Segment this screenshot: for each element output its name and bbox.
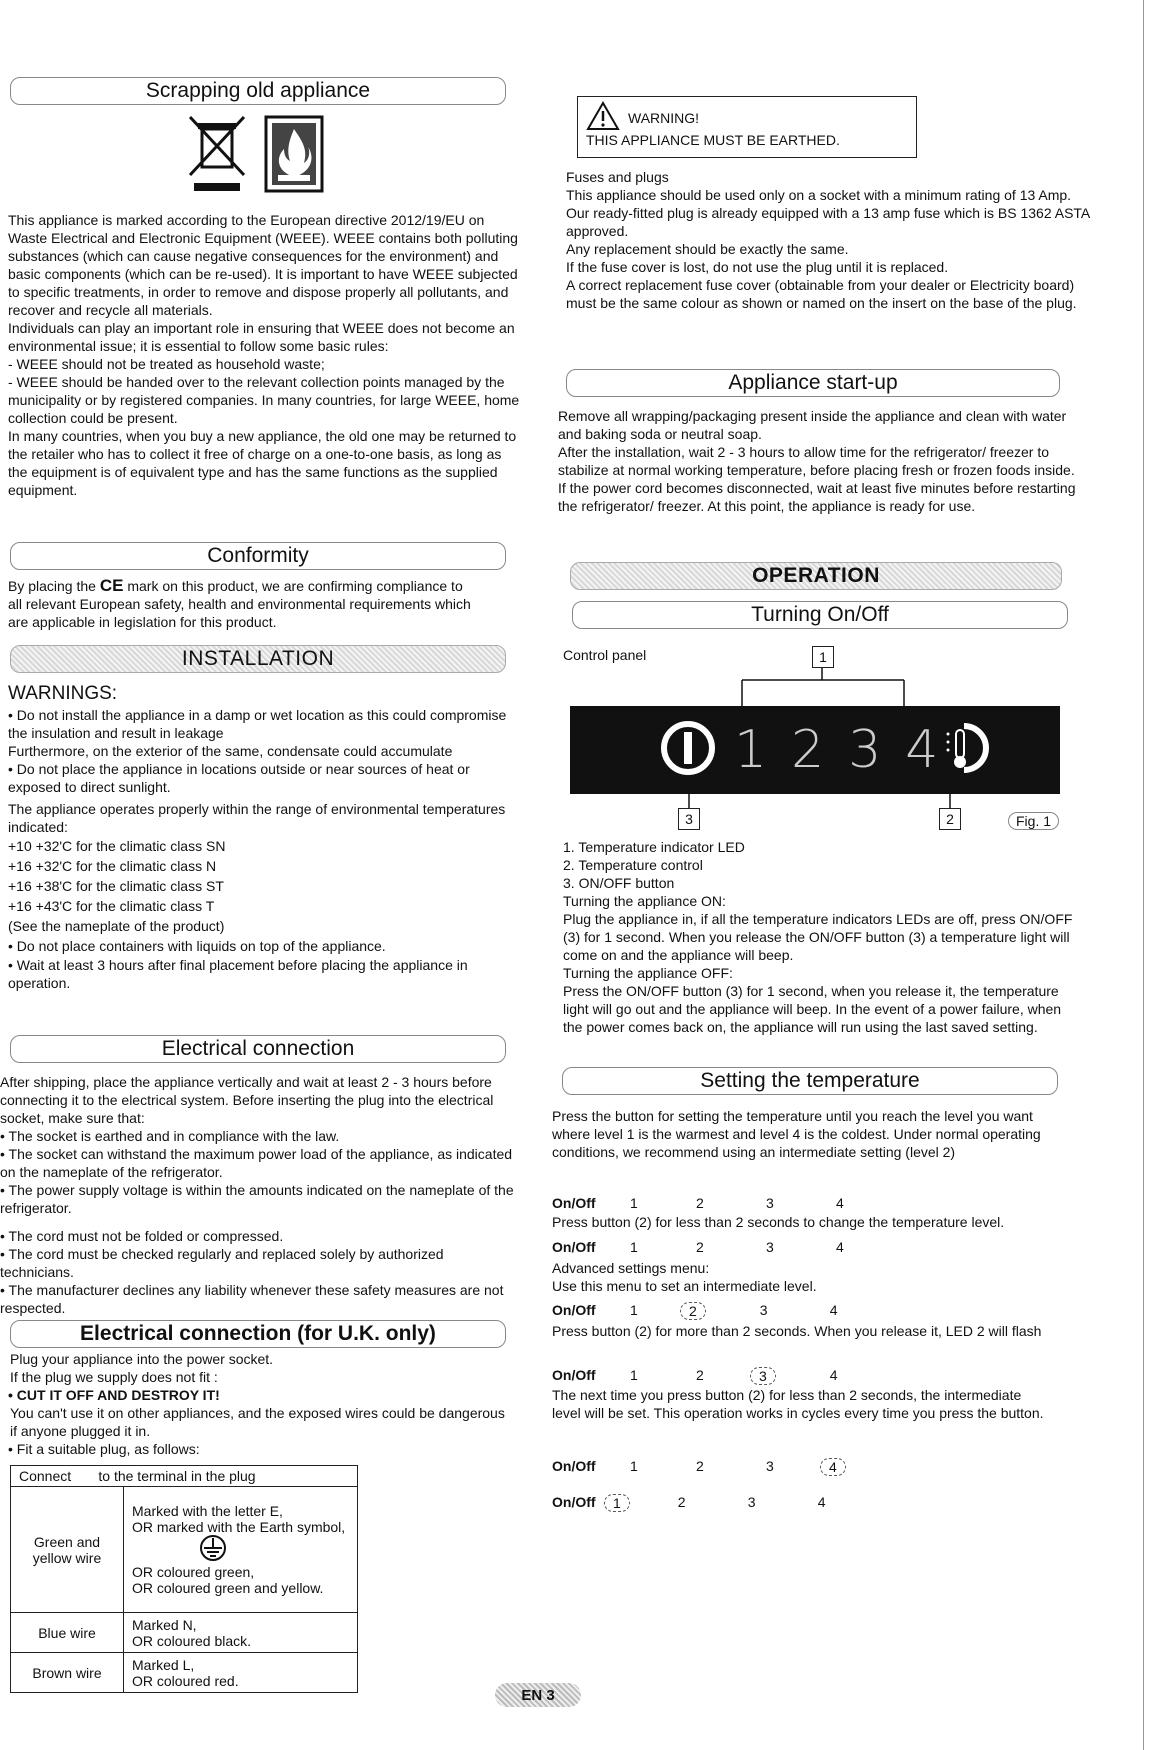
wire-green-yellow: Green and yellow wire [11, 1487, 124, 1613]
live-marked: Marked L, [132, 1656, 195, 1673]
power-icon[interactable] [660, 720, 716, 781]
callout-1: 1 [812, 646, 834, 668]
setting-intro [552, 1107, 1072, 1161]
onoff-label: On/Off [552, 1367, 596, 1383]
weee-rule-3: In many countries, when you buy a new appliance, the old one may be returned to the retailer who has to collect it free of charge on a one-to-one basis, as long as the equipment is of equivalent type and has the same functions as the supplied equipment. [8, 428, 517, 498]
electrical-cord: • The cord must not be folded or compressed. [0, 1228, 284, 1244]
on-heading: Turning the appliance ON: [563, 893, 726, 909]
turning-section [563, 838, 1083, 1036]
fig-label: Fig. 1 [1008, 812, 1059, 830]
climate-t: +16 +43'C for the climatic class T [8, 898, 215, 914]
crossed-bin-icon [188, 115, 246, 198]
conformity-before: By placing the [8, 578, 96, 594]
warning-text: THIS APPLIANCE MUST BE EARTHED. [586, 132, 840, 148]
header-connect: Connect [19, 1468, 72, 1484]
earth-coloured-green: OR coloured green, [132, 1564, 255, 1580]
installation-title: INSTALLATION [10, 645, 506, 673]
level-row [552, 1367, 838, 1385]
level-4: 4 [836, 1239, 844, 1255]
page-number: EN 3 [495, 1683, 581, 1707]
warning-triangle-icon [586, 101, 620, 134]
level-2-flashing: 2 [680, 1302, 706, 1320]
level-3: 3 [759, 1302, 768, 1318]
conformity-text [8, 577, 478, 631]
earth-marked-symbol: OR marked with the Earth symbol, [132, 1519, 346, 1535]
legend-temp-control: 2. Temperature control [563, 857, 703, 873]
setting-step-4-text: The next time you press button (2) for less than 2 seconds, the intermediate level will be set. This operation works in cycles every time you press the button. [552, 1387, 1044, 1421]
level-digit: 3 [848, 720, 882, 780]
conformity-after: mark on this product, we are confirming compliance to all relevant European safety, health and environmental requirements which are applicable in legislation for this product. [8, 578, 471, 630]
level-4: 4 [836, 1195, 844, 1211]
level-1: 1 [630, 1302, 638, 1318]
level-3: 3 [766, 1458, 774, 1474]
onoff-label: On/Off [552, 1239, 596, 1255]
level-4: 4 [817, 1494, 826, 1510]
control-panel-label: Control panel [563, 647, 647, 663]
fuses-cover-replacement: A correct replacement fuse cover (obtainable from your dealer or Electricity board) must be the same colour as shown or named on the insert on the base of the plug. [566, 277, 1077, 311]
onoff-label: On/Off [552, 1302, 596, 1318]
warning-2: Furthermore, on the exterior of the same, condensate could accumulate [8, 743, 453, 759]
level-4: 4 [829, 1302, 838, 1318]
warning-label: WARNING! [628, 109, 700, 126]
wire-blue: Blue wire [11, 1613, 124, 1653]
uk-5: • Fit a suitable plug, as follows: [8, 1441, 200, 1457]
level-row [552, 1302, 838, 1320]
plug-wiring-table [10, 1465, 358, 1693]
turning-title: Turning On/Off [572, 601, 1068, 629]
advanced-text: Use this menu to set an intermediate level. [552, 1278, 817, 1294]
callout-2: 2 [939, 808, 961, 830]
warnings-heading: WARNINGS: [8, 683, 118, 704]
level-1-selected: 1 [604, 1494, 630, 1512]
flammable-icon [264, 115, 324, 198]
electrical-intro: After shipping, place the appliance vertically and wait at least 2 - 3 hours before connecting it to the electrical system. Before inserting the plug into the electrical socket, make sure that: [0, 1074, 494, 1126]
wire-brown: Brown wire [11, 1653, 124, 1693]
earth-symbol-icon [132, 1535, 349, 1564]
setting-step-3 [552, 1322, 1072, 1340]
individuals-text: Individuals can play an important role in ensuring that WEEE does not become an environmental issue; it is essential to follow some basic rules: [8, 320, 515, 354]
disposal-icons [188, 115, 324, 198]
onoff-label: On/Off [552, 1195, 596, 1211]
level-2: 2 [696, 1367, 704, 1383]
off-text: Press the ON/OFF button (3) for 1 second, when you release it, the temperature light will go out and the appliance will beep. In the event of a power failure, when the power comes back on, the appliance will run using the last saved setting. [563, 983, 1062, 1035]
level-row [552, 1494, 826, 1512]
climate-n: +16 +32'C for the climatic class N [8, 858, 217, 874]
level-4: 4 [829, 1367, 838, 1383]
startup-wait: After the installation, wait 2 - 3 hours to allow time for the refrigerator/ freezer to stabilize at normal working temperature, before placing fresh or frozen foods inside. [558, 444, 1075, 478]
climate-st: +16 +38'C for the climatic class ST [8, 878, 224, 894]
uk-1: Plug your appliance into the power socket. [10, 1351, 274, 1367]
fuses-rating: This appliance should be used only on a socket with a minimum rating of 13 Amp. [566, 187, 1072, 203]
level-4-selected: 4 [820, 1458, 846, 1476]
uk-electrical-title: Electrical connection (for U.K. only) [10, 1320, 506, 1348]
electrical-liability: • The manufacturer declines any liability whenever these safety measures are not respected. [0, 1282, 504, 1316]
level-2: 2 [677, 1494, 686, 1510]
callout-lines-bottom [680, 794, 960, 808]
electrical-load: • The socket can withstand the maximum power load of the appliance, as indicated on the nameplate of the refrigerator. [0, 1146, 513, 1180]
level-row [552, 1239, 844, 1255]
installation-section [8, 682, 523, 992]
level-digit: 4 [905, 720, 939, 780]
fuses-plug: Our ready-fitted plug is already equipped with a 13 amp fuse which is BS 1362 ASTA approved. [566, 205, 1090, 239]
level-3: 3 [766, 1239, 774, 1255]
electrical-earthed: • The socket is earthed and in compliance with the law. [0, 1128, 340, 1144]
conformity-title: Conformity [10, 542, 506, 570]
callout-3: 3 [678, 808, 700, 830]
page-edge [1143, 0, 1144, 1750]
level-2: 2 [696, 1195, 704, 1211]
level-3: 3 [747, 1494, 756, 1510]
fuses-replacement: Any replacement should be exactly the same. [566, 241, 849, 257]
setting-step-4 [552, 1386, 1052, 1422]
level-2: 2 [696, 1458, 704, 1474]
setting-temperature-title: Setting the temperature [562, 1067, 1058, 1095]
thermometer-button-icon[interactable] [944, 720, 996, 781]
table-row [11, 1613, 358, 1653]
operation-title: OPERATION [570, 562, 1062, 590]
uk-section [8, 1350, 508, 1458]
warning-3: • Do not place the appliance in locations outside or near sources of heat or exposed to direct sunlight. [8, 761, 470, 795]
ce-mark: CE [99, 576, 124, 595]
warning-6: • Wait at least 3 hours after final placement before placing the appliance in operation. [8, 957, 468, 991]
startup-clean: Remove all wrapping/packaging present inside the appliance and clean with water and baking soda or neutral soap. [558, 408, 1067, 442]
fuses-heading: Fuses and plugs [566, 169, 669, 185]
uk-2: If the plug we supply does not fit : [10, 1369, 218, 1385]
warning-1: • Do not install the appliance in a damp or wet location as this could compromise the insulation and result in leakage [8, 707, 507, 741]
level-digit: 1 [734, 720, 768, 780]
neutral-marked: Marked N, [132, 1616, 197, 1633]
setting-step-3-text: Press button (2) for more than 2 seconds. When you release it, LED 2 will flash [552, 1323, 1042, 1339]
level-3: 3 [766, 1195, 774, 1211]
level-row [552, 1458, 846, 1476]
setting-step-1: Press button (2) for less than 2 seconds to change the temperature level. [552, 1214, 1005, 1230]
header-terminal: to the terminal in the plug [98, 1468, 256, 1484]
startup-section [558, 407, 1076, 515]
weee-text: This appliance is marked according to the European directive 2012/19/EU on Waste Electrical and Electronic Equipment (WEEE). WEEE contains both polluting substances (which can cause negative consequences for the environment) and basic components (which can be re-used). It is important to have WEEE subjected to specific treatments, in order to remove and dispose properly all pollutants, and recover and recycle all materials. [8, 212, 518, 318]
callout-lines [740, 668, 910, 708]
startup-title: Appliance start-up [566, 369, 1060, 397]
startup-disconnected: If the power cord becomes disconnected, wait at least five minutes before restarting the refrigerator/ freezer. At this point, the appliance is ready for use. [558, 480, 1076, 514]
uk-4: You can't use it on other appliances, and the exposed wires could be dangerous if anyone plugged it in. [10, 1405, 505, 1439]
setting-text: Press the button for setting the temperature until you reach the level you want where level 1 is the warmest and level 4 is the coldest. Under normal operating conditions, we recommend using an intermediate setting (level 2) [552, 1108, 1041, 1160]
electrical-check: • The cord must be checked regularly and replaced solely by authorized technicians. [0, 1246, 444, 1280]
level-1: 1 [630, 1367, 638, 1383]
level-1: 1 [630, 1195, 638, 1211]
neutral-coloured: OR coloured black. [132, 1632, 252, 1649]
electrical-title: Electrical connection [10, 1035, 506, 1063]
earth-marked-e: Marked with the letter E, [132, 1503, 283, 1519]
warning-5: • Do not place containers with liquids on top of the appliance. [8, 938, 386, 954]
weee-rule-1: - WEEE should not be treated as household waste; [8, 356, 325, 372]
advanced-settings [552, 1259, 1072, 1295]
level-digit: 2 [791, 720, 825, 780]
electrical-voltage: • The power supply voltage is within the amounts indicated on the nameplate of the refrigerator. [0, 1182, 514, 1216]
level-1: 1 [630, 1458, 638, 1474]
live-coloured: OR coloured red. [132, 1672, 239, 1689]
on-text: Plug the appliance in, if all the temperature indicators LEDs are off, press ON/OFF (3) for 1 second. When you release the ON/OFF button (3) a temperature light will come on and the appliance will beep. [563, 911, 1073, 963]
electrical-section [0, 1073, 518, 1317]
control-panel [570, 706, 1060, 794]
level-2: 2 [696, 1239, 704, 1255]
level-row [552, 1195, 844, 1211]
table-row [11, 1653, 358, 1693]
legend-led: 1. Temperature indicator LED [563, 839, 745, 855]
earth-coloured-green-yellow: OR coloured green and yellow. [132, 1580, 324, 1596]
earthed-warning-box [577, 96, 917, 158]
table-header-row [11, 1466, 358, 1487]
weee-rule-2: - WEEE should be handed over to the relevant collection points managed by the municipality or by registered companies. In many countries, for large WEEE, home collection could be present. [8, 374, 520, 426]
climate-sn: +10 +32'C for the climatic class SN [8, 838, 226, 854]
advanced-heading: Advanced settings menu: [552, 1260, 710, 1276]
weee-section [8, 211, 523, 499]
table-row [11, 1487, 358, 1613]
nameplate-note: (See the nameplate of the product) [8, 918, 225, 934]
fuses-cover-lost: If the fuse cover is lost, do not use the plug until it is replaced. [566, 259, 949, 275]
fuses-section [566, 168, 1096, 312]
warning-4: The appliance operates properly within the range of environmental temperatures indicated: [8, 801, 506, 835]
level-3-selected: 3 [750, 1367, 776, 1385]
legend-onoff: 3. ON/OFF button [563, 875, 675, 891]
onoff-label: On/Off [552, 1458, 596, 1474]
scrapping-title: Scrapping old appliance [10, 77, 506, 105]
level-1: 1 [630, 1239, 638, 1255]
off-heading: Turning the appliance OFF: [563, 965, 733, 981]
uk-3: • CUT IT OFF AND DESTROY IT! [8, 1387, 220, 1403]
onoff-label: On/Off [552, 1494, 596, 1510]
